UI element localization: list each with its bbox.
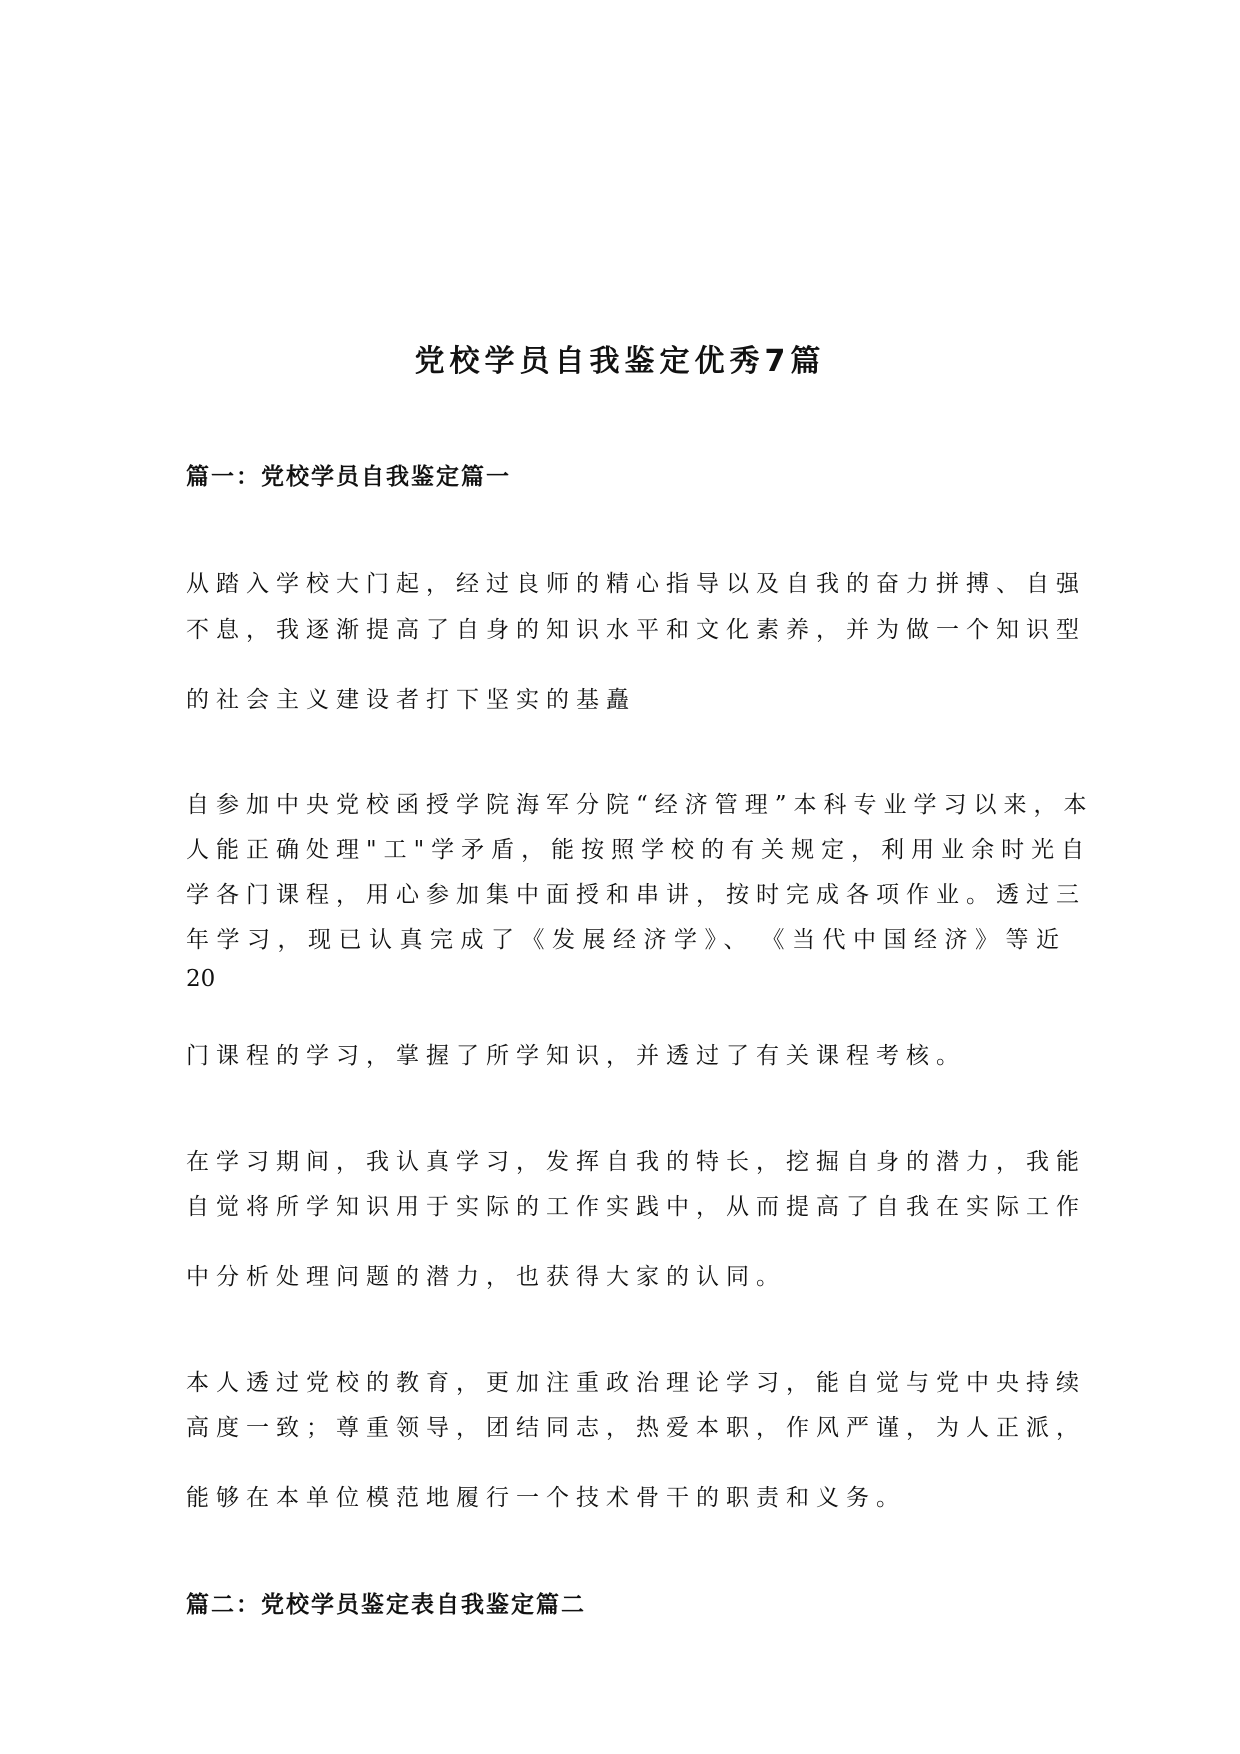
paragraph-line: 自觉将所学知识用于实际的工作实践中，从而提高了自我在实际工作 bbox=[186, 1194, 1086, 1220]
paragraph-line: 的社会主义建设者打下坚实的基矗 bbox=[186, 687, 636, 713]
paragraph-line: 本人透过党校的教育，更加注重政治理论学习，能自觉与党中央持续 bbox=[186, 1370, 1086, 1396]
paragraph-line: 高度一致；尊重领导，团结同志，热爱本职，作风严谨，为人正派， bbox=[186, 1415, 1086, 1441]
paragraph-line: 年学习，现已认真完成了《发展经济学》、 《当代中国经济》等近 bbox=[186, 927, 1066, 953]
paragraph-line: 在学习期间，我认真学习，发挥自我的特长，挖掘自身的潜力，我能 bbox=[186, 1149, 1086, 1175]
document-title: 党校学员自我鉴定优秀7篇 bbox=[414, 344, 826, 379]
section-heading-2: 篇二：党校学员鉴定表自我鉴定篇二 bbox=[186, 1592, 586, 1618]
paragraph-line: 从踏入学校大门起，经过良师的精心指导以及自我的奋力拼搏、自强 bbox=[186, 571, 1086, 597]
paragraph-line: 中分析处理问题的潜力，也获得大家的认同。 bbox=[186, 1264, 786, 1290]
paragraph-line: 门课程的学习，掌握了所学知识，并透过了有关课程考核。 bbox=[186, 1043, 966, 1069]
paragraph-line: 学各门课程，用心参加集中面授和串讲，按时完成各项作业。透过三 bbox=[186, 882, 1086, 908]
paragraph-line: 能够在本单位模范地履行一个技术骨干的职责和义务。 bbox=[186, 1485, 906, 1511]
paragraph-line: 自参加中央党校函授学院海军分院“经济管理”本科专业学习以来，本 bbox=[186, 792, 1094, 818]
paragraph-line: 人能正确处理"工"学矛盾，能按照学校的有关规定，利用业余时光自 bbox=[186, 837, 1092, 863]
section-heading-1: 篇一：党校学员自我鉴定篇一 bbox=[186, 464, 511, 490]
paragraph-line: 20 bbox=[186, 966, 216, 992]
paragraph-line: 不息，我逐渐提高了自身的知识水平和文化素养，并为做一个知识型 bbox=[186, 617, 1086, 643]
